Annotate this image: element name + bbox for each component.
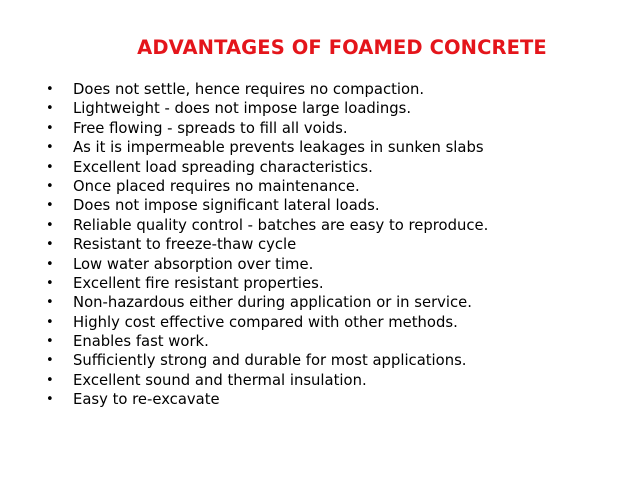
- slide-title: ADVANTAGES OF FOAMED CONCRETE: [137, 36, 547, 59]
- list-item: [46, 158, 626, 177]
- bullet-icon: •: [46, 256, 54, 272]
- bullet-text: Lightweight - does not impose large loadings.: [73, 100, 412, 118]
- bullet-icon: •: [46, 82, 54, 97]
- list-item: [46, 371, 626, 390]
- list-item: [46, 196, 626, 215]
- bullet-icon: •: [46, 120, 54, 136]
- bullet-text: Highly cost effective compared with other methods.: [73, 313, 458, 331]
- bullet-icon: •: [46, 140, 54, 156]
- list-item: [46, 119, 626, 138]
- bullet-text: Excellent load spreading characteristics.: [73, 158, 373, 176]
- bullet-text: Free flowing - spreads to fill all voids.: [73, 119, 348, 137]
- bullet-icon: •: [46, 159, 54, 175]
- bullet-icon: •: [46, 237, 54, 253]
- list-item: [46, 99, 626, 118]
- bullet-text: Excellent fire resistant properties.: [73, 274, 324, 292]
- list-item: [46, 332, 626, 351]
- bullet-text: As it is impermeable prevents leakages in sunken slabs: [73, 139, 484, 157]
- list-item: [46, 80, 626, 99]
- bullet-text: Does not settle, hence requires no compaction.: [73, 81, 425, 98]
- bullet-icon: •: [46, 178, 54, 194]
- bullet-text: Easy to re-excavate: [73, 391, 220, 409]
- bullet-text: Reliable quality control - batches are easy to reproduce.: [73, 216, 489, 234]
- list-item: [46, 293, 626, 312]
- bullet-text: Non-hazardous either during application or in service.: [73, 294, 472, 312]
- bullet-icon: •: [46, 392, 54, 408]
- bullet-icon: •: [46, 372, 54, 388]
- list-item: [46, 255, 626, 274]
- bullet-icon: •: [46, 101, 54, 117]
- bullet-text: Low water absorption over time.: [73, 255, 314, 273]
- bullet-icon: •: [46, 353, 54, 369]
- bullet-text: Once placed requires no maintenance.: [73, 177, 360, 195]
- bullet-text: Sufficiently strong and durable for most applications.: [73, 352, 467, 370]
- bullet-text: Resistant to freeze-thaw cycle: [73, 236, 297, 254]
- bullet-list: [46, 80, 626, 410]
- bullet-text: Excellent sound and thermal insulation.: [73, 371, 367, 389]
- bullet-icon: •: [46, 314, 54, 330]
- list-item: [46, 177, 626, 196]
- list-item: [46, 351, 626, 370]
- bullet-icon: •: [46, 275, 54, 291]
- bullet-icon: •: [46, 217, 54, 233]
- list-item: [46, 235, 626, 254]
- bullet-text: Does not impose significant lateral loads.: [73, 197, 380, 215]
- list-item: [46, 390, 626, 409]
- bullet-icon: •: [46, 198, 54, 214]
- list-item: [46, 313, 626, 332]
- bullet-text: Enables fast work.: [73, 333, 209, 351]
- list-item: [46, 274, 626, 293]
- list-item: [46, 138, 626, 157]
- list-item: [46, 216, 626, 235]
- bullet-icon: •: [46, 295, 54, 311]
- bullet-icon: •: [46, 334, 54, 350]
